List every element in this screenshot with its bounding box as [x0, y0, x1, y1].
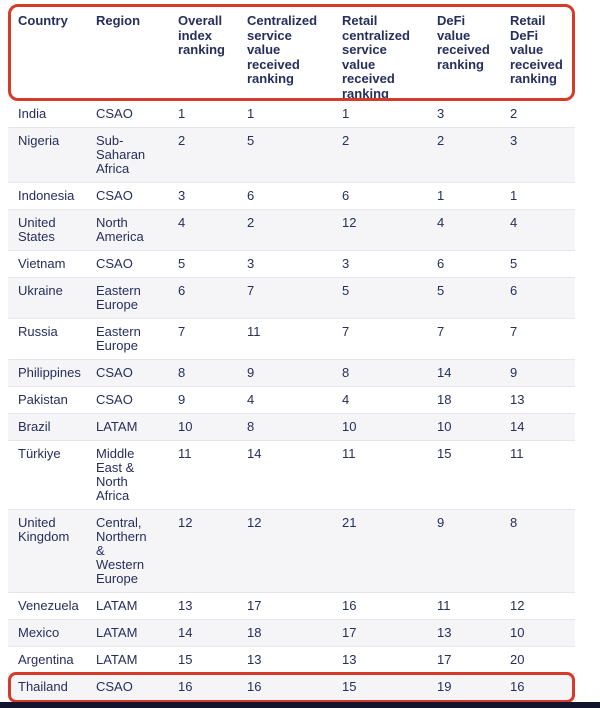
country-cell: Vietnam — [8, 251, 86, 278]
retail-centralized-service-ranking-cell: 6 — [332, 183, 427, 210]
retail-defi-value-ranking-cell: 4 — [500, 210, 575, 251]
retail-defi-value-ranking-cell: 13 — [500, 387, 575, 414]
region-cell: CSAO — [86, 251, 168, 278]
retail-defi-value-ranking-cell: 2 — [510, 106, 518, 121]
overall-index-ranking-cell: 6 — [168, 278, 237, 319]
table-row — [8, 210, 575, 251]
defi-value-ranking-cell: 15 — [427, 441, 500, 510]
country-cell: India — [18, 106, 47, 121]
retail-centralized-service-ranking-cell: 13 — [332, 647, 427, 674]
table-row — [8, 593, 575, 620]
overall-index-ranking-cell: 8 — [168, 360, 237, 387]
country-cell: Mexico — [8, 620, 86, 647]
region-cell: Central, Northern & Western Europe — [86, 510, 168, 593]
overall-index-ranking-cell: 2 — [168, 128, 237, 183]
col-header-country: Country — [8, 4, 86, 101]
country-cell: Argentina — [8, 647, 86, 674]
table-row — [8, 387, 575, 414]
region-cell: Eastern Europe — [86, 278, 168, 319]
retail-centralized-service-ranking-cell: 12 — [332, 210, 427, 251]
overall-index-ranking-cell: 1 — [178, 106, 186, 121]
retail-defi-value-ranking-cell: 9 — [500, 360, 575, 387]
country-cell: Pakistan — [8, 387, 86, 414]
overall-index-ranking-cell: 11 — [168, 441, 237, 510]
table-row — [8, 441, 575, 510]
overall-index-ranking-cell: 4 — [168, 210, 237, 251]
retail-centralized-service-ranking-cell: 5 — [332, 278, 427, 319]
defi-value-ranking-cell: 3 — [437, 106, 445, 121]
centralized-service-ranking-cell: 4 — [237, 387, 332, 414]
col-header-retail-defi-value-received-ranking: Retail DeFi value received ranking — [500, 4, 575, 101]
country-cell: Thailand — [8, 674, 86, 701]
country-cell: United States — [8, 210, 86, 251]
overall-index-ranking-cell: 10 — [168, 414, 237, 441]
centralized-service-ranking-cell: 11 — [237, 319, 332, 360]
retail-centralized-service-ranking-cell: 1 — [342, 106, 350, 121]
retail-centralized-service-ranking-cell: 2 — [332, 128, 427, 183]
overall-index-ranking-cell: 9 — [168, 387, 237, 414]
defi-value-ranking-cell: 11 — [427, 593, 500, 620]
retail-defi-value-ranking-cell: 3 — [500, 128, 575, 183]
retail-centralized-service-ranking-cell: 16 — [332, 593, 427, 620]
region-cell: LATAM — [86, 647, 168, 674]
defi-value-ranking-cell: 2 — [427, 128, 500, 183]
region-cell: CSAO — [96, 106, 133, 121]
defi-value-ranking-cell: 9 — [427, 510, 500, 593]
table-row — [8, 647, 575, 674]
retail-defi-value-ranking-cell: 6 — [500, 278, 575, 319]
table-row — [8, 674, 575, 701]
centralized-service-ranking-cell: 5 — [237, 128, 332, 183]
centralized-service-ranking-cell: 7 — [237, 278, 332, 319]
table-row — [8, 414, 575, 441]
region-cell: North America — [86, 210, 168, 251]
region-cell: CSAO — [86, 360, 168, 387]
retail-centralized-service-ranking-cell: 10 — [332, 414, 427, 441]
defi-value-ranking-cell: 6 — [427, 251, 500, 278]
table-row — [8, 319, 575, 360]
retail-defi-value-ranking-cell: 12 — [500, 593, 575, 620]
defi-value-ranking-cell: 1 — [427, 183, 500, 210]
defi-value-ranking-cell: 13 — [427, 620, 500, 647]
adoption-rankings-table — [8, 4, 575, 700]
region-cell: Middle East & North Africa — [86, 441, 168, 510]
country-cell: Indonesia — [8, 183, 86, 210]
centralized-service-ranking-cell: 3 — [237, 251, 332, 278]
retail-defi-value-ranking-cell: 10 — [500, 620, 575, 647]
retail-defi-value-ranking-cell: 11 — [500, 441, 575, 510]
country-cell: Venezuela — [8, 593, 86, 620]
col-header-retail-centralized-service-value-received-ranking: Retail centralized service value received ranking — [332, 4, 427, 101]
table-header — [8, 4, 575, 101]
country-cell: Nigeria — [8, 128, 86, 183]
retail-centralized-service-ranking-cell: 7 — [332, 319, 427, 360]
overall-index-ranking-cell: 13 — [168, 593, 237, 620]
country-cell: Russia — [8, 319, 86, 360]
overall-index-ranking-cell: 3 — [168, 183, 237, 210]
retail-centralized-service-ranking-cell: 8 — [332, 360, 427, 387]
region-cell: Eastern Europe — [86, 319, 168, 360]
retail-defi-value-ranking-cell: 7 — [500, 319, 575, 360]
col-header-region: Region — [86, 4, 168, 101]
defi-value-ranking-cell: 19 — [427, 674, 500, 701]
region-cell: LATAM — [86, 414, 168, 441]
defi-value-ranking-cell: 17 — [427, 647, 500, 674]
region-cell: CSAO — [86, 387, 168, 414]
retail-defi-value-ranking-cell: 8 — [500, 510, 575, 593]
overall-index-ranking-cell: 14 — [168, 620, 237, 647]
table-row — [8, 510, 575, 593]
defi-value-ranking-cell: 14 — [427, 360, 500, 387]
table-row — [8, 183, 575, 210]
region-cell: CSAO — [86, 183, 168, 210]
col-header-defi-value-received-ranking: DeFi value received ranking — [427, 4, 500, 101]
centralized-service-ranking-cell: 6 — [237, 183, 332, 210]
country-cell: Brazil — [8, 414, 86, 441]
retail-defi-value-ranking-cell: 5 — [500, 251, 575, 278]
centralized-service-ranking-cell: 16 — [237, 674, 332, 701]
country-cell: United Kingdom — [8, 510, 86, 593]
centralized-service-ranking-cell: 14 — [237, 441, 332, 510]
retail-defi-value-ranking-cell: 14 — [500, 414, 575, 441]
defi-value-ranking-cell: 7 — [427, 319, 500, 360]
centralized-service-ranking-cell: 17 — [237, 593, 332, 620]
table-body — [8, 101, 575, 700]
retail-centralized-service-ranking-cell: 21 — [332, 510, 427, 593]
centralized-service-ranking-cell: 13 — [237, 647, 332, 674]
country-cell: Türkiye — [8, 441, 86, 510]
retail-centralized-service-ranking-cell: 15 — [332, 674, 427, 701]
country-cell: Ukraine — [8, 278, 86, 319]
overall-index-ranking-cell: 15 — [168, 647, 237, 674]
retail-centralized-service-ranking-cell: 17 — [332, 620, 427, 647]
table-row — [8, 128, 575, 183]
overall-index-ranking-cell: 5 — [168, 251, 237, 278]
overall-index-ranking-cell: 12 — [168, 510, 237, 593]
defi-value-ranking-cell: 18 — [427, 387, 500, 414]
centralized-service-ranking-cell: 2 — [237, 210, 332, 251]
defi-value-ranking-cell: 5 — [427, 278, 500, 319]
col-header-overall-index-ranking: Overall index ranking — [168, 4, 237, 101]
retail-centralized-service-ranking-cell: 4 — [332, 387, 427, 414]
centralized-service-ranking-cell: 8 — [237, 414, 332, 441]
region-cell: LATAM — [86, 620, 168, 647]
retail-defi-value-ranking-cell: 20 — [500, 647, 575, 674]
table-row — [8, 278, 575, 319]
bottom-bar — [0, 702, 600, 708]
table-row — [8, 620, 575, 647]
overall-index-ranking-cell: 7 — [168, 319, 237, 360]
table-row — [8, 251, 575, 278]
table-row — [8, 360, 575, 387]
region-cell: LATAM — [86, 593, 168, 620]
retail-centralized-service-ranking-cell: 3 — [332, 251, 427, 278]
centralized-service-ranking-cell: 9 — [237, 360, 332, 387]
country-cell: Philippines — [8, 360, 86, 387]
region-cell: Sub-Saharan Africa — [86, 128, 168, 183]
retail-defi-value-ranking-cell: 1 — [500, 183, 575, 210]
retail-defi-value-ranking-cell: 16 — [500, 674, 575, 701]
retail-centralized-service-ranking-cell: 11 — [332, 441, 427, 510]
region-cell: CSAO — [86, 674, 168, 701]
defi-value-ranking-cell: 4 — [427, 210, 500, 251]
table-row — [8, 101, 575, 128]
defi-value-ranking-cell: 10 — [427, 414, 500, 441]
overall-index-ranking-cell: 16 — [168, 674, 237, 701]
col-header-centralized-service-value-received-ranking: Centralized service value received ranking — [237, 4, 332, 101]
centralized-service-ranking-cell: 12 — [237, 510, 332, 593]
header-row — [8, 4, 575, 101]
centralized-service-ranking-cell: 1 — [247, 106, 255, 121]
centralized-service-ranking-cell: 18 — [237, 620, 332, 647]
